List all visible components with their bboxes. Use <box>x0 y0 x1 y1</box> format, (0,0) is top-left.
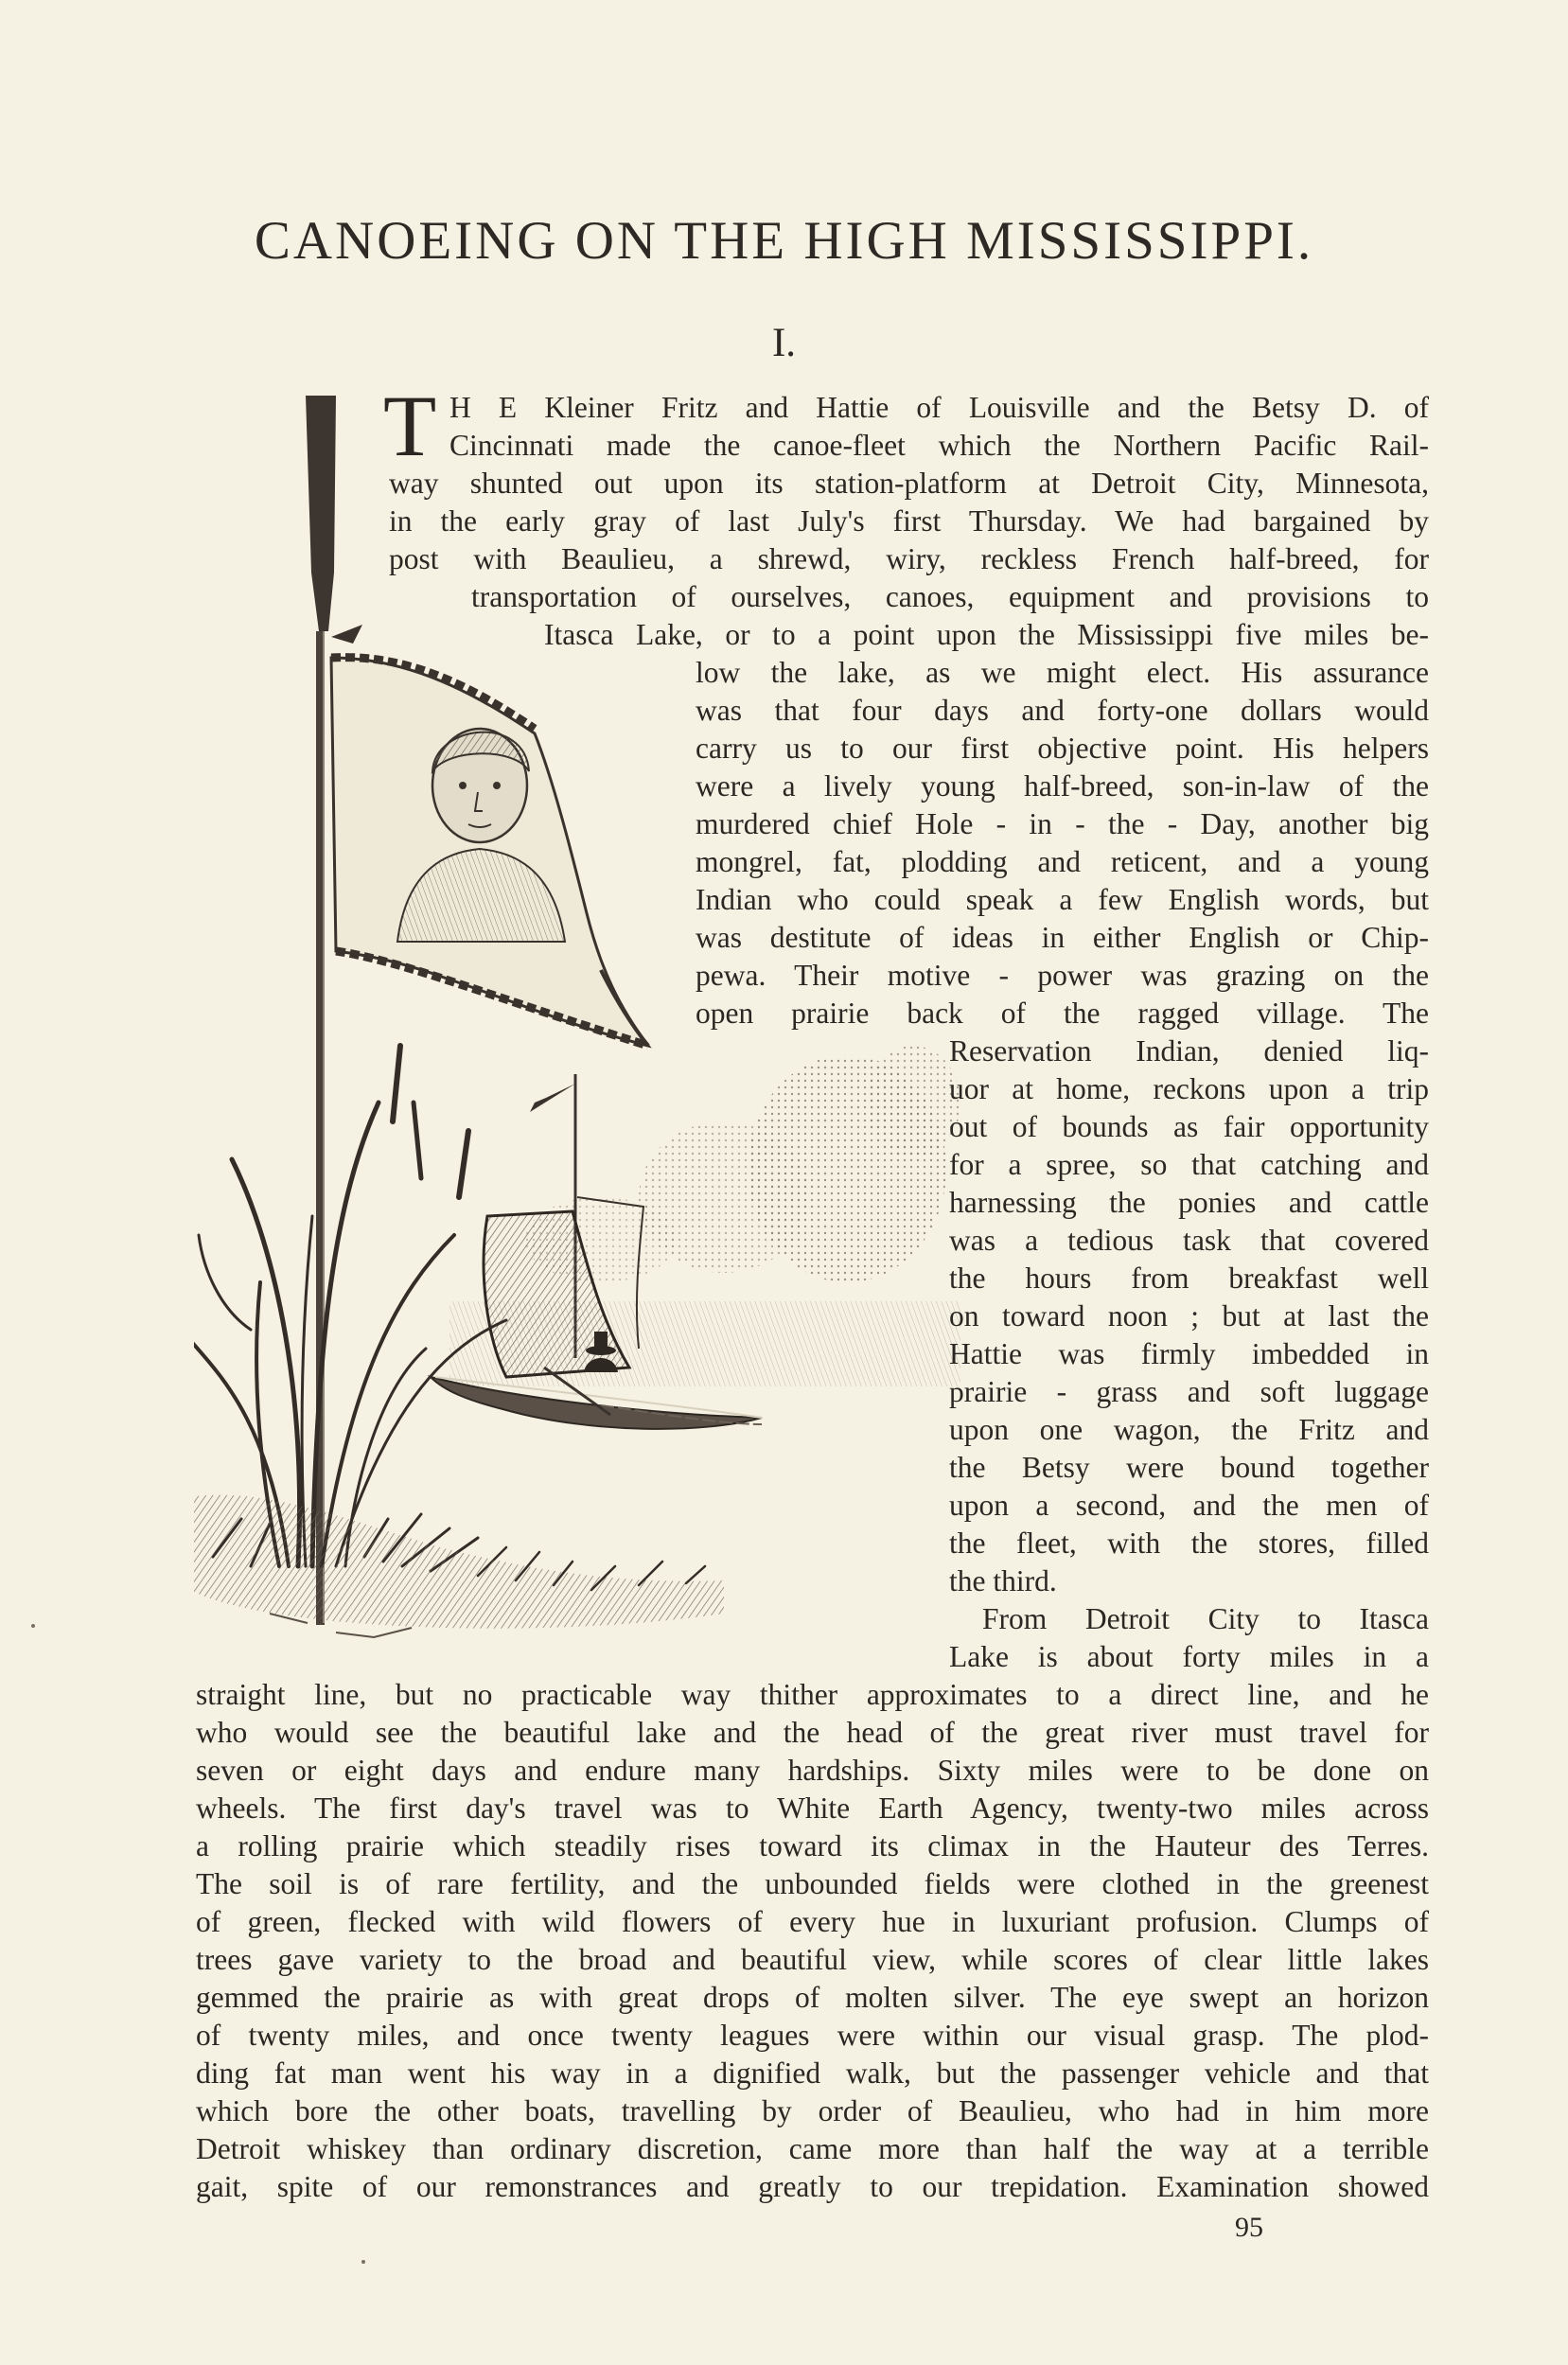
text-line: a rolling prairie which steadily rises toward its climax in the Hauteur des Terres. <box>196 1829 1429 1862</box>
text-line: H E Kleiner Fritz and Hattie of Louisville and the Betsy D. of <box>449 391 1429 424</box>
text-line: straight line, but no practicable way thither approximates to a direct line, and he <box>196 1678 1429 1711</box>
text-line: gait, spite of our remonstrances and greatly to our trepidation. Examination showed <box>196 2170 1429 2203</box>
text-line: which bore the other boats, travelling by order of Beaulieu, who had in him more <box>196 2094 1429 2127</box>
text-line: seven or eight days and endure many hardships. Sixty miles were to be done on <box>196 1754 1429 1787</box>
page-title: CANOEING ON THE HIGH MISSISSIPPI. <box>254 211 1314 271</box>
text-line: who would see the beautiful lake and the head of the great river must travel for <box>196 1716 1429 1749</box>
text-line: was a tedious task that covered <box>949 1224 1429 1257</box>
text-line: mongrel, fat, plodding and reticent, and a young <box>696 845 1429 878</box>
text-line: murdered chief Hole - in - the - Day, another big <box>696 807 1429 840</box>
text-line: the hours from breakfast well <box>949 1262 1429 1295</box>
paper-speck <box>31 1624 35 1628</box>
drop-cap: T <box>383 378 437 474</box>
text-line: Detroit whiskey than ordinary discretion, came more than half the way at a terrible <box>196 2132 1429 2165</box>
text-line: uor at home, reckons upon a trip <box>949 1072 1429 1105</box>
text-line: prairie - grass and soft luggage <box>949 1375 1429 1408</box>
text-line: on toward noon ; but at last the <box>949 1299 1429 1333</box>
text-line: Reservation Indian, denied liq- <box>949 1034 1429 1068</box>
text-line: the Betsy were bound together <box>949 1451 1429 1484</box>
text-line: open prairie back of the ragged village. The <box>696 997 1429 1030</box>
text-line: upon one wagon, the Fritz and <box>949 1413 1429 1446</box>
page-number: 95 <box>1235 2212 1263 2243</box>
text-line: of green, flecked with wild flowers of every hue in luxuriant profusion. Clumps of <box>196 1905 1429 1938</box>
text-line: were a lively young half-breed, son-in-law of the <box>696 769 1429 803</box>
text-line: the fleet, with the stores, filled <box>949 1527 1429 1560</box>
text-line: The soil is of rare fertility, and the unbounded fields were clothed in the greenest <box>196 1867 1429 1900</box>
text-line: ding fat man went his way in a dignified walk, but the passenger vehicle and that <box>196 2056 1429 2090</box>
text-line: was that four days and forty-one dollars would <box>696 694 1429 727</box>
text-line: Indian who could speak a few English words, but <box>696 883 1429 916</box>
text-line: harnessing the ponies and cattle <box>949 1186 1429 1219</box>
text-line: low the lake, as we might elect. His assurance <box>696 656 1429 689</box>
text-line: in the early gray of last July's first Thursday. We had bargained by <box>389 504 1429 538</box>
oar-icon <box>306 396 336 1625</box>
text-line: Cincinnati made the canoe-fleet which the Northern Pacific Rail- <box>449 429 1429 462</box>
text-line: way shunted out upon its station-platform at Detroit City, Minnesota, <box>389 467 1429 500</box>
text-line: of twenty miles, and once twenty leagues were within our visual grasp. The plod- <box>196 2019 1429 2052</box>
text-line: Lake is about forty miles in a <box>949 1640 1429 1673</box>
text-line: transportation of ourselves, canoes, equipment and provisions to <box>471 580 1429 613</box>
text-line: Hattie was firmly imbedded in <box>949 1337 1429 1370</box>
text-line: was destitute of ideas in either English or Chip- <box>696 921 1429 954</box>
text-line: post with Beaulieu, a shrewd, wiry, reckless French half-breed, for <box>389 542 1429 575</box>
text-line: the third. <box>949 1564 1057 1597</box>
text-line: wheels. The first day's travel was to White Earth Agency, twenty-two miles across <box>196 1791 1429 1825</box>
text-line: trees gave variety to the broad and beautiful view, while scores of clear little lakes <box>196 1943 1429 1976</box>
text-line: Itasca Lake, or to a point upon the Mississippi five miles be- <box>544 618 1429 651</box>
text-line: pewa. Their motive - power was grazing on the <box>696 959 1429 992</box>
text-line: for a spree, so that catching and <box>949 1148 1429 1181</box>
text-line: carry us to our first objective point. His helpers <box>696 732 1429 765</box>
text-line: out of bounds as fair opportunity <box>949 1110 1429 1143</box>
section-number: I. <box>771 321 797 365</box>
paper-speck <box>361 2260 365 2264</box>
text-line: From Detroit City to Itasca <box>982 1602 1429 1635</box>
text-line: upon a second, and the men of <box>949 1489 1429 1522</box>
text-line: gemmed the prairie as with great drops of molten silver. The eye swept an horizon <box>196 1981 1429 2014</box>
